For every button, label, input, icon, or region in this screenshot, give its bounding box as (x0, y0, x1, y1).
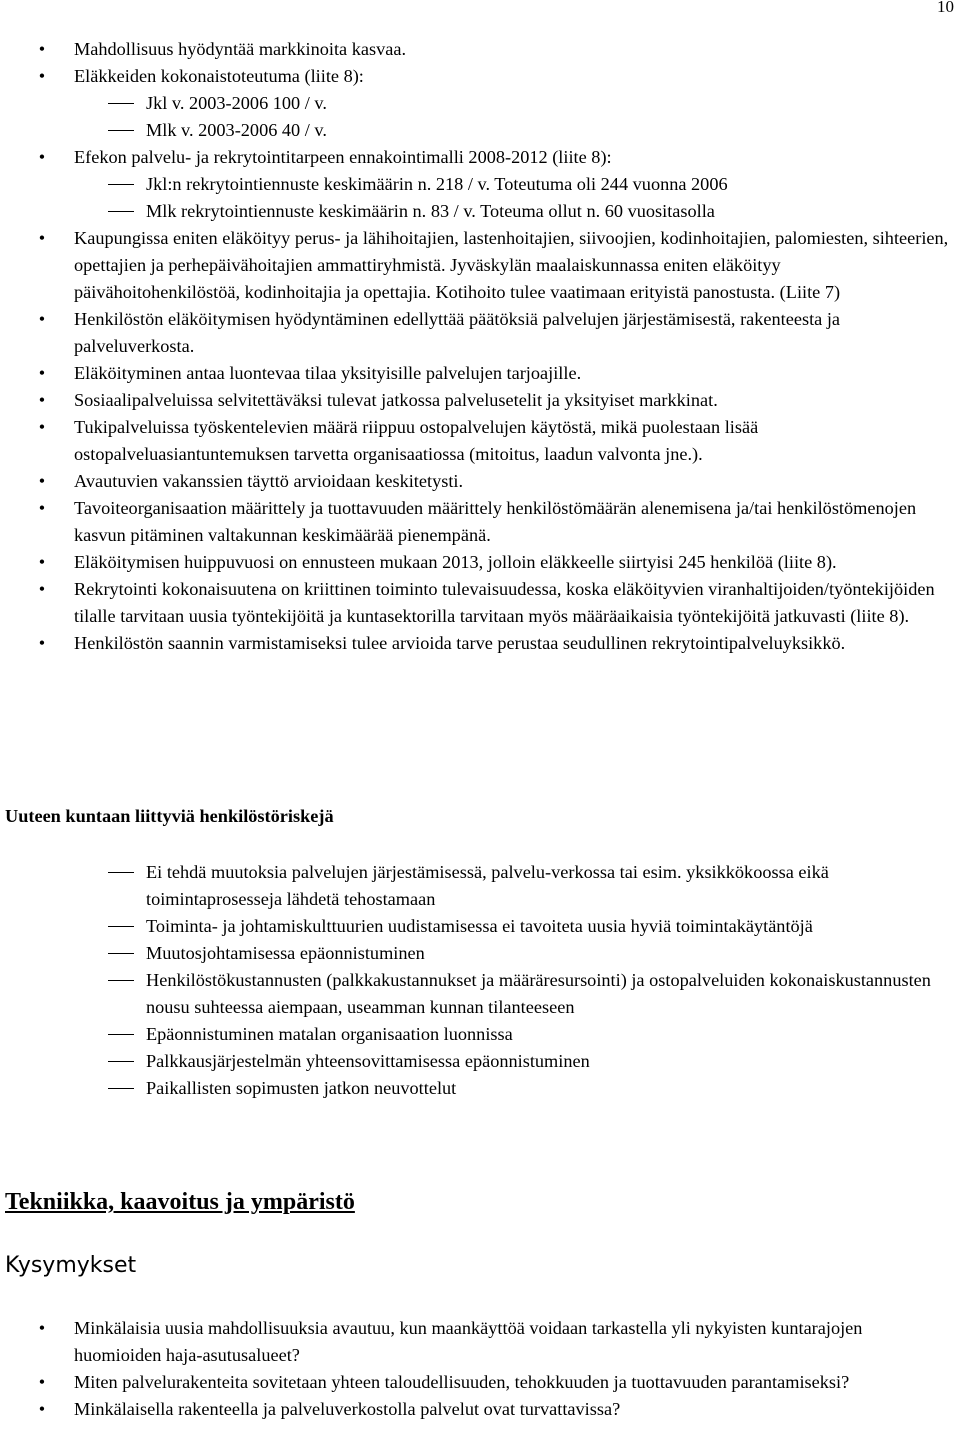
list-item: • Tukipalveluissa työskentelevien määrä riippuu ostopalvelujen käytöstä, mikä puolestaan lisää ostopalveluasiantuntemuksen tarvetta organisaatiossa (mitoitus, laadun valvonta jne.). (0, 414, 960, 468)
bullet-icon: • (38, 1318, 46, 1338)
sub-list-item: Mlk rekrytointiennuste keskimäärin n. 83 / v. Toteuma ollut n. 60 vuositasolla (0, 198, 960, 225)
sub-list-item: Epäonnistuminen matalan organisaation luonnissa (0, 1021, 960, 1048)
bullet-icon: • (38, 579, 46, 599)
dash-icon (108, 980, 134, 981)
bullet-icon: • (38, 39, 46, 59)
list-item: • Eläköityminen antaa luontevaa tilaa yksityisille palvelujen tarjoajille. (0, 360, 960, 387)
list-item: • Minkälaisella rakenteella ja palveluverkostolla palvelut ovat turvattavissa? (0, 1396, 960, 1423)
risks-heading: Uuteen kuntaan liittyviä henkilöstöriskejä (5, 806, 334, 826)
dash-icon (108, 872, 134, 873)
dash-icon (108, 130, 134, 131)
sub-list-item: Paikallisten sopimusten jatkon neuvottelut (0, 1075, 960, 1102)
section-title: Tekniikka, kaavoitus ja ympäristö (5, 1189, 355, 1215)
sub-list-item: Ei tehdä muutoksia palvelujen järjestämisessä, palvelu-verkossa tai esim. yksikkökoossa eikä toimintaprosesseja lähdetä tehostamaan (0, 859, 960, 913)
page-number: 10 (937, 0, 954, 16)
dash-icon (108, 926, 134, 927)
list-item: • Henkilöstön saannin varmistamiseksi tulee arvioida tarve perustaa seudullinen rekrytointipalveluyksikkö. (0, 630, 960, 657)
list-item: • Avautuvien vakanssien täyttö arvioidaan keskitetysti. (0, 468, 960, 495)
sub-list-item: Muutosjohtamisessa epäonnistuminen (0, 940, 960, 967)
sub-list-item: Jkl:n rekrytointiennuste keskimäärin n. 218 / v. Toteutuma oli 244 vuonna 2006 (0, 171, 960, 198)
dash-icon (108, 1061, 134, 1062)
bullet-icon: • (38, 309, 46, 329)
section-subtitle: Kysymykset (5, 1253, 137, 1278)
bullet-icon: • (38, 390, 46, 410)
list-item: • Mahdollisuus hyödyntää markkinoita kasvaa. (0, 36, 960, 63)
list-item: • Sosiaalipalveluissa selvitettäväksi tulevat jatkossa palvelusetelit ja yksityiset markkinat. (0, 387, 960, 414)
sub-list-item: Mlk v. 2003-2006 40 / v. (0, 117, 960, 144)
dash-icon (108, 103, 134, 104)
bullet-icon: • (38, 552, 46, 572)
dash-icon (108, 953, 134, 954)
sub-list-item: Palkkausjärjestelmän yhteensovittamisessa epäonnistuminen (0, 1048, 960, 1075)
list-item: • Kaupungissa eniten eläköityy perus- ja lähihoitajien, lastenhoitajien, siivoojien, kodinhoitajien, palomiesten, sihteerien, opettajien ja perhepäivähoitajien ammattiryhmistä. Jyväskylän maalaiskunnassa eniten eläköityy päivähoitohenkilöstöä, kodinhoitajia ja opettajia. Kotihoito tulee vaatimaan erityistä panostusta. (Liite 7) (0, 225, 960, 306)
dash-icon (108, 211, 134, 212)
bullet-icon: • (38, 228, 46, 248)
list-item: • Eläkkeiden kokonaistoteutuma (liite 8): (0, 63, 960, 90)
bullet-icon: • (38, 498, 46, 518)
questions-list (0, 1315, 960, 1423)
bullet-icon: • (38, 66, 46, 86)
sub-list-item: Jkl v. 2003-2006 100 / v. (0, 90, 960, 117)
bullet-icon: • (38, 147, 46, 167)
sub-list-item: Henkilöstökustannusten (palkkakustannukset ja määräresursointi) ja ostopalveluiden kokonaiskustannusten nousu suhteessa aiempaan, useamman kunnan tilanteeseen (0, 967, 960, 1021)
dash-icon (108, 1034, 134, 1035)
dash-icon (108, 1088, 134, 1089)
dash-icon (108, 184, 134, 185)
bullet-icon: • (38, 363, 46, 383)
list-item: • Efekon palvelu- ja rekrytointitarpeen ennakointimalli 2008-2012 (liite 8): (0, 144, 960, 171)
list-item: • Henkilöstön eläköitymisen hyödyntäminen edellyttää päätöksiä palvelujen järjestämisestä, rakenteesta ja palveluverkosta. (0, 306, 960, 360)
list-item: • Rekrytointi kokonaisuutena on kriittinen toiminto tulevaisuudessa, koska eläköityvien viranhaltijoiden/työntekijöiden tilalle tarvitaan uusia työntekijöitä ja kuntasektorilla tarvitaan myös määräaikaisia työntekijöitä jatkuvasti (liite 8). (0, 576, 960, 630)
bullet-icon: • (38, 1399, 46, 1419)
risks-list (0, 859, 960, 1102)
list-item: • Eläköitymisen huippuvuosi on ennusteen mukaan 2013, jolloin eläkkeelle siirtyisi 245 henkilöä (liite 8). (0, 549, 960, 576)
bullet-icon: • (38, 471, 46, 491)
bullet-icon: • (38, 1372, 46, 1392)
list-item: • Miten palvelurakenteita sovitetaan yhteen taloudellisuuden, tehokkuuden ja tuottavuuden parantamiseksi? (0, 1369, 960, 1396)
list-item: • Tavoiteorganisaation määrittely ja tuottavuuden määrittely henkilöstömäärän alenemisena ja/tai henkilöstömenojen kasvun pitäminen valtakunnan keskimäärää pienempänä. (0, 495, 960, 549)
list-item: • Minkälaisia uusia mahdollisuuksia avautuu, kun maankäyttöä voidaan tarkastella yli nykyisten kuntarajojen huomioiden haja-asutusalueet? (0, 1315, 960, 1369)
bullet-icon: • (38, 417, 46, 437)
top-bullet-list (0, 36, 960, 657)
sub-list-item: Toiminta- ja johtamiskulttuurien uudistamisessa ei tavoiteta uusia hyviä toimintakäytäntöjä (0, 913, 960, 940)
bullet-icon: • (38, 633, 46, 653)
